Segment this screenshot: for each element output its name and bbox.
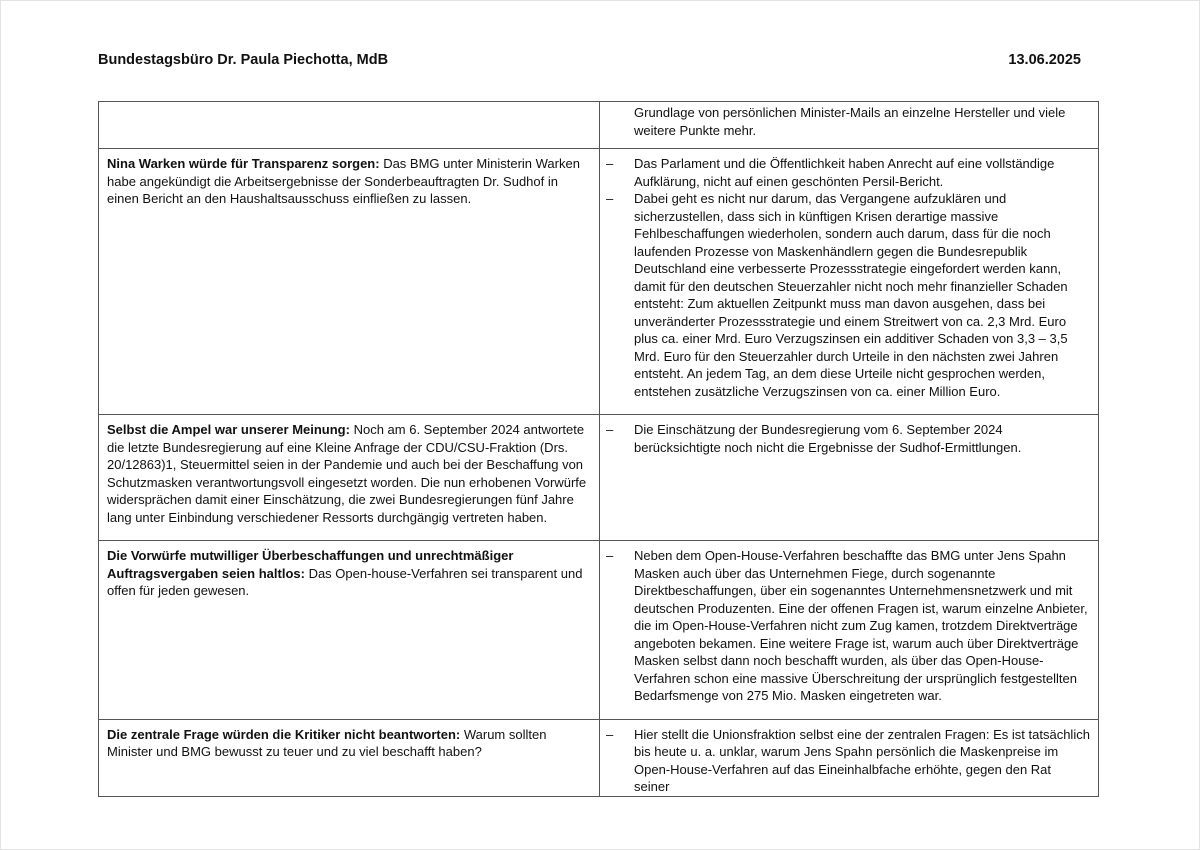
claim-heading: Die Vorwürfe mutwilliger Überbeschaffungen und unrechtmäßiger Auftragsvergaben seien haltlos: <box>107 548 514 581</box>
table-row <box>99 102 1099 149</box>
response-cell <box>600 719 1099 796</box>
response-item <box>604 547 1090 705</box>
bullet-dash: – <box>606 548 614 563</box>
argument-table <box>98 101 1099 797</box>
response-cell <box>600 415 1099 541</box>
response-item <box>604 421 1090 456</box>
claim-text: Warum sollten Minister und BMG bewusst zu teuer und zu viel beschafft haben? <box>107 726 547 759</box>
response-cell <box>600 541 1099 720</box>
claim-cell <box>99 719 600 796</box>
bullet-dash: – <box>606 422 614 437</box>
bullet-dash: – <box>606 191 614 206</box>
table-row <box>99 415 1099 541</box>
office-name: Bundestagsbüro Dr. Paula Piechotta, MdB <box>98 52 389 68</box>
bullet-dash: – <box>606 156 614 171</box>
page-header <box>98 52 1081 68</box>
response-text: Dabei geht es nicht nur darum, das Vergangene aufzuklären und sicherzustellen, dass sich in künftigen Krisen derartige massive Fehlbeschaffungen wiederholen, sondern auch darum, dass für die noch laufenden Prozesse von Maskenhändlern gegen die Bundesrepublik Deutschland eine verbesserte Prozessstrategie eingefordert werden kann, damit für den deutschen Steuerzahler nicht noch mehr finanzieller Schaden entsteht: Zum aktuellen Zeitpunkt muss man davon ausgehen, dass bei unveränderter Prozessstrategie und einem Streitwert von ca. 2,3 Mrd. Euro plus ca. einer Mrd. Euro Verzugszinsen ein additiver Schaden von 3,3 – 3,5 Mrd. Euro für den Steuerzahler durch Urteile in den nächsten zwei Jahren entsteht. An jedem Tag, an dem diese Urteile nicht gesprochen werden, entstehen zusätzliche Verzugszinsen von ca. einer Million Euro. <box>634 191 1068 399</box>
claim-cell <box>99 415 600 541</box>
response-item <box>604 726 1090 796</box>
response-cell <box>600 102 1099 149</box>
claim-text: Noch am 6. September 2024 antwortete die letzte Bundesregierung auf eine Kleine Anfrage der CDU/CSU-Fraktion (Drs. 20/12863)1, Steuermittel seien in der Pandemie und auch bei der Beschaffung von Schutzmasken verantwortungsvoll eingesetzt worden. Die nun erhobenen Vorwürfe widersprächen damit einer Einschätzung, die zwei Bundesregierungen fünf Jahre lang unter Einbindung verschiedener Ressorts durchgängig vertreten haben. <box>107 422 587 525</box>
bullet-dash: – <box>606 726 614 742</box>
claim-heading: Die zentrale Frage würden die Kritiker nicht beantworten: <box>107 726 461 742</box>
response-text: Das Parlament und die Öffentlichkeit haben Anrecht auf eine vollständige Aufklärung, nicht auf einen geschönten Persil-Bericht. <box>634 156 1055 189</box>
response-text: Hier stellt die Unionsfraktion selbst eine der zentralen Fragen: Es ist tatsächlich bis heute u. a. unklar, warum Jens Spahn persönlich die Maskenpreise im Open-House-Verfahren auf das Eineinhalbfache erhöhte, gegen den Rat seiner <box>634 726 1090 794</box>
claim-text: Das Open-house-Verfahren sei transparent und offen für jeden gewesen. <box>107 565 583 598</box>
response-text: Neben dem Open-House-Verfahren beschaffte das BMG unter Jens Spahn Masken auch über das Unternehmen Fiege, durch sogenannte Direktbeschaffungen, über ein sogenanntes Unternehmensnetzwerk und mit deutschen Produzenten. Eine der offenen Fragen ist, warum einzelne Anbieter, die im Open-House-Verfahren nicht zum Zug kamen, trotzdem Direktverträge angeboten bekamen. Eine weitere Frage ist, warum auch über Direktverträge Masken selbst dann noch beschafft wurden, als über das Open-House-Verfahren schon eine massive Überschreitung der ursprünglich festgestellten Bedarfsmenge von 275 Mio. Masken eingetreten war. <box>634 548 1088 703</box>
response-text: Die Einschätzung der Bundesregierung vom 6. September 2024 berücksichtigte noch nicht die Ergebnisse der Sudhof-Ermittlungen. <box>634 422 1022 455</box>
table-row <box>99 149 1099 415</box>
claim-cell <box>99 102 600 149</box>
response-cell <box>600 149 1099 415</box>
claim-text: Das BMG unter Ministerin Warken habe angekündigt die Arbeitsergebnisse der Sonderbeauftragten Dr. Sudhof in einen Bericht an den Haushaltsausschuss einfließen zu lassen. <box>107 156 580 206</box>
document-date: 13.06.2025 <box>1008 52 1081 68</box>
claim-cell <box>99 541 600 720</box>
response-continuation: Grundlage von persönlichen Minister-Mails an einzelne Hersteller und viele weitere Punkte mehr. <box>634 105 1066 138</box>
claim-heading: Nina Warken würde für Transparenz sorgen: <box>107 156 380 171</box>
response-item <box>604 190 1090 400</box>
table-row <box>99 719 1099 796</box>
response-item <box>604 155 1090 190</box>
claim-cell <box>99 149 600 415</box>
table-row <box>99 541 1099 720</box>
claim-heading: Selbst die Ampel war unserer Meinung: <box>107 422 350 437</box>
